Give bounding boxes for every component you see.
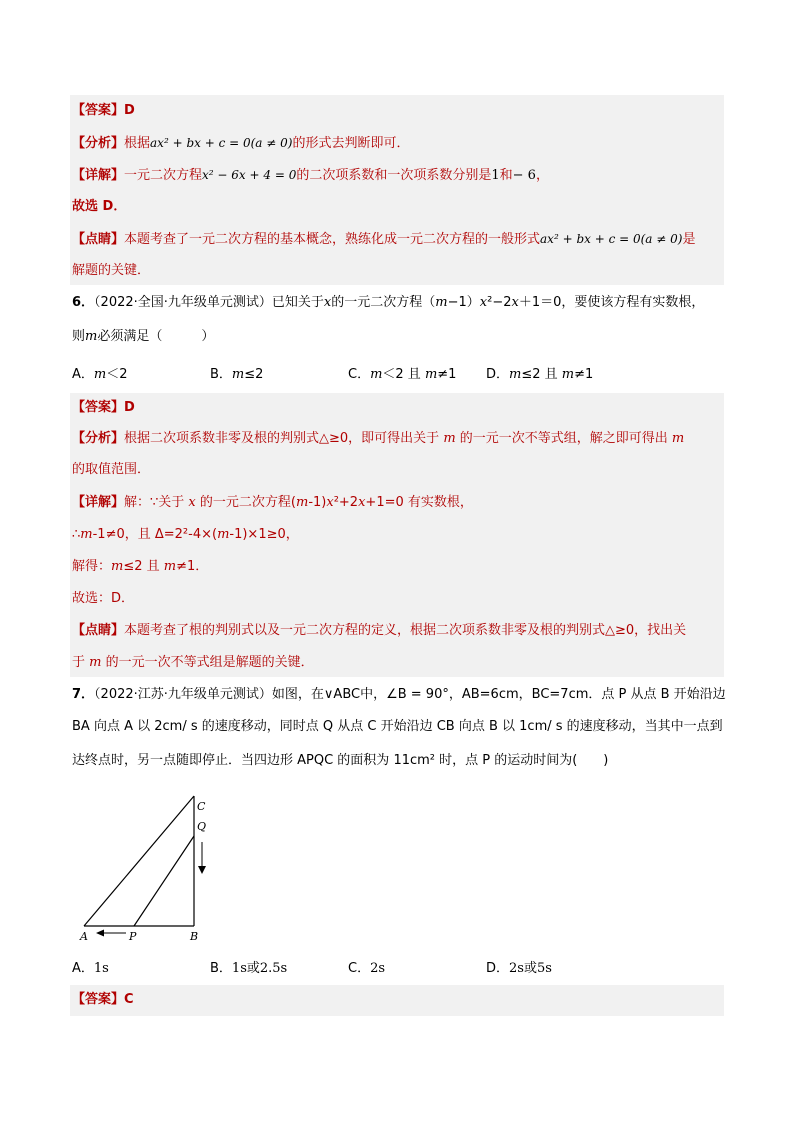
q6-analysis-line	[72, 430, 684, 448]
formula: x² − 6x + 4 = 0	[202, 168, 297, 182]
q6-comment-line	[72, 622, 686, 640]
q6-stem-line-2	[72, 328, 214, 346]
comment-text: 于	[72, 655, 90, 670]
question-number: 7．	[72, 687, 95, 702]
analysis-text: 的形式去判断即可．	[292, 136, 410, 151]
detail-tag: 【详解】	[72, 495, 125, 510]
detail-value: − 6	[512, 168, 536, 183]
var: m	[671, 431, 685, 446]
var: m	[370, 367, 383, 382]
var: m	[295, 495, 309, 510]
stem-text: 已知关于	[271, 295, 324, 310]
var: x	[358, 495, 366, 510]
q6-analysis-line-2: 的取值范围．	[72, 462, 151, 477]
q7-option-c[interactable]	[348, 960, 385, 978]
var: m	[424, 367, 438, 382]
var: m	[435, 295, 448, 310]
var: m	[217, 527, 230, 542]
detail-text: 一元二次方程	[124, 168, 203, 183]
q5-solution-block	[70, 95, 724, 285]
question-number: 6．	[72, 295, 95, 310]
option-letter: C．	[348, 961, 371, 976]
comment-text: 本题考查了一元二次方程的基本概念，熟练化成一元二次方程的一般形式	[124, 232, 541, 247]
label-q: Q	[197, 820, 207, 833]
option-letter: D．	[486, 367, 510, 382]
stem-text: ²−2	[487, 295, 512, 310]
var: m	[443, 431, 456, 446]
var: x	[188, 495, 196, 510]
detail-text: 解：∵关于	[124, 495, 189, 510]
var: m	[231, 367, 245, 382]
var: x	[511, 295, 519, 310]
option-text: ≠1	[437, 367, 457, 382]
option-letter: B．	[210, 367, 232, 382]
q6-solve-line	[72, 558, 208, 576]
var: m	[163, 559, 177, 574]
q7-option-b[interactable]	[210, 960, 287, 978]
q7-option-d[interactable]	[486, 960, 552, 978]
q7-stem-line-1	[72, 686, 726, 704]
option-text: 2s	[370, 961, 386, 976]
comment-tag: 【点睛】	[72, 232, 125, 247]
q5-detail-line	[72, 166, 549, 185]
q7-answer-line	[72, 991, 134, 1009]
stem-text: 必须满足（ ）	[97, 329, 215, 344]
q6-option-d[interactable]	[486, 366, 593, 384]
analysis-tag: 【分析】	[72, 431, 125, 446]
detail-text: ∴	[72, 527, 81, 542]
detail-text: -1)×1≥0，	[229, 527, 299, 542]
question-source: （2022·江苏·九年级单元测试）	[94, 687, 272, 702]
var: m	[111, 559, 124, 574]
q6-detail-line-2	[72, 526, 299, 544]
detail-text: 有实数根，	[403, 495, 473, 510]
detail-text: 的二次项系数和一次项系数分别是	[296, 168, 492, 183]
formula: ax² + bx + c = 0(a ≠ 0)	[540, 232, 683, 246]
var: m	[509, 367, 522, 382]
option-text: ≤2	[244, 367, 264, 382]
option-letter: C．	[348, 367, 371, 382]
arrow-down-icon	[198, 866, 206, 874]
detail-text: +1=0	[365, 495, 404, 510]
detail-text: 和	[499, 168, 513, 183]
comment-text: 是	[682, 232, 696, 247]
option-letter: A．	[72, 961, 94, 976]
option-text: 1s	[93, 961, 109, 976]
q6-choose-line: 故选：D．	[72, 591, 135, 606]
segment-pq	[134, 836, 194, 926]
analysis-text: 根据	[124, 136, 151, 151]
q6-detail-line	[72, 494, 473, 512]
q5-choose-line: 故选 D．	[72, 199, 127, 214]
option-text: 1s或2.5s	[231, 961, 288, 976]
option-text: ≤2 且	[521, 367, 562, 382]
q7-option-a[interactable]	[72, 960, 109, 978]
triangle-figure	[76, 790, 226, 950]
detail-text: ，	[535, 168, 549, 183]
option-letter: D．	[486, 961, 510, 976]
detail-text: ≤2 且	[123, 559, 164, 574]
label-b: B	[190, 930, 199, 943]
detail-text: ≠1．	[176, 559, 209, 574]
arrow-left-icon	[96, 930, 104, 937]
q5-analysis-line	[72, 134, 409, 153]
answer-value: D	[124, 103, 135, 118]
option-letter: B．	[210, 961, 232, 976]
var: m	[561, 367, 575, 382]
q7-solution-block	[70, 985, 724, 1016]
q6-option-b[interactable]	[210, 366, 263, 384]
label-a: A	[80, 930, 88, 943]
detail-tag: 【详解】	[72, 168, 125, 183]
q7-stem-line-2: BA 向点 A 以 2cm/ s 的速度移动，同时点 Q 从点 C 开始沿边 CB 向点 B 以 1cm/ s 的速度移动，当其中一点到	[72, 719, 723, 734]
answer-tag: 【答案】	[72, 103, 125, 118]
q6-option-a[interactable]	[72, 366, 128, 384]
option-text: ≠1	[574, 367, 594, 382]
answer-tag: 【答案】	[72, 400, 125, 415]
comment-tag: 【点睛】	[72, 623, 125, 638]
q5-comment-line-2: 解题的关键．	[72, 263, 151, 278]
label-p: P	[129, 930, 137, 943]
question-source: （2022·全国·九年级单元测试）	[94, 295, 272, 310]
var: m	[93, 367, 107, 382]
q5-answer-line	[72, 102, 135, 120]
answer-value: C	[124, 992, 134, 1007]
stem-text: 则	[72, 329, 86, 344]
option-text: ＜2	[106, 367, 128, 382]
detail-text: -1≠0，且 Δ=2²-4×(	[92, 527, 218, 542]
var: x	[479, 295, 488, 310]
detail-text: ²+2	[333, 495, 359, 510]
answer-tag: 【答案】	[72, 992, 125, 1007]
formula: ax² + bx + c = 0(a ≠ 0)	[150, 136, 293, 150]
stem-text: 如图，在∨ABC中，∠B = 90°，AB=6cm，BC=7cm．点 P 从点 B 开始沿边	[271, 687, 726, 702]
analysis-tag: 【分析】	[72, 136, 125, 151]
stem-text: 的一元二次方程（	[331, 295, 436, 310]
q6-option-c[interactable]	[348, 366, 456, 384]
q6-answer-line	[72, 399, 135, 417]
var: m	[85, 329, 98, 344]
option-letter: A．	[72, 367, 94, 382]
comment-text: 的一元一次不等式组是解题的关键．	[101, 655, 314, 670]
label-c: C	[197, 800, 206, 813]
option-text: ＜2 且	[382, 367, 425, 382]
q6-stem-line-1	[72, 294, 704, 312]
var: x	[326, 495, 334, 510]
analysis-text: 的一元一次不等式组，解之即可得出	[455, 431, 672, 446]
comment-text: 本题考查了根的判别式以及一元二次方程的定义，根据二次项系数非零及根的判别式△≥0，找出关	[124, 623, 687, 638]
analysis-text: 根据二次项系数非零及根的判别式△≥0，即可得出关于	[124, 431, 444, 446]
q6-comment-line-2	[72, 654, 314, 672]
var: m	[89, 655, 102, 670]
var: m	[80, 527, 93, 542]
detail-text: -1)	[308, 495, 327, 510]
var: x	[323, 295, 332, 310]
detail-value: 1	[491, 168, 500, 183]
stem-text: ＋1＝0，要使该方程有实数根，	[518, 295, 705, 310]
stem-text: −1）	[447, 295, 480, 310]
q7-stem-line-3: 达终点时，另一点随即停止．当四边形 APQC 的面积为 11cm² 时，点 P 的运动时间为( )	[72, 753, 609, 768]
answer-value: D	[124, 400, 135, 415]
detail-text: 的一元二次方程(	[195, 495, 296, 510]
q5-comment-line	[72, 230, 695, 249]
detail-text: 解得：	[72, 559, 112, 574]
option-text: 2s或5s	[509, 961, 552, 976]
